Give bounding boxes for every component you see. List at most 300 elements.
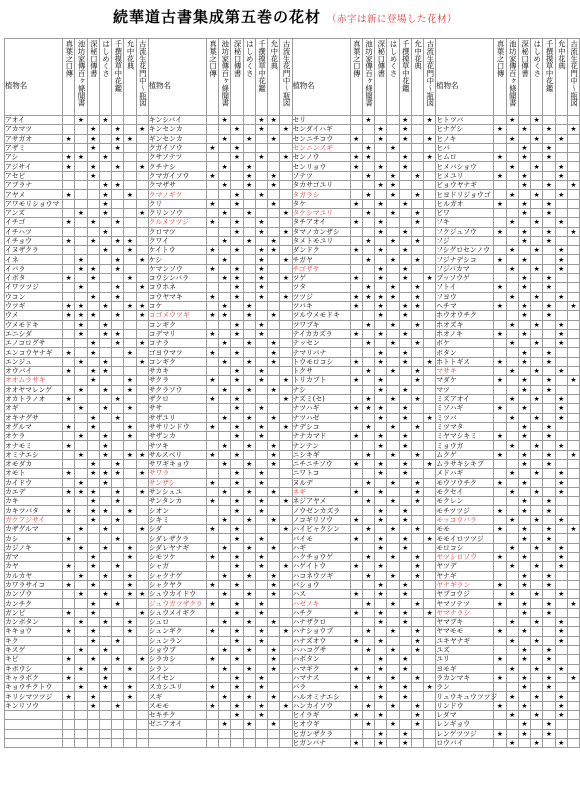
mark-cell: ★ xyxy=(99,181,111,190)
mark-cell: ★ xyxy=(531,469,543,478)
mark-cell xyxy=(206,515,218,524)
mark-cell xyxy=(411,459,423,468)
mark-cell: ★ xyxy=(543,199,555,208)
mark-cell: ★ xyxy=(362,394,374,403)
plant-name: ハボタン xyxy=(292,655,350,664)
mark-cell: ★ xyxy=(543,506,555,515)
mark-cell xyxy=(411,683,423,692)
mark-cell xyxy=(268,190,280,199)
mark-cell: ★ xyxy=(87,143,99,152)
mark-cell: ★ xyxy=(75,432,87,441)
mark-cell xyxy=(124,116,136,125)
mark-cell xyxy=(63,432,75,441)
mark-cell xyxy=(411,580,423,589)
mark-cell: ★ xyxy=(219,116,231,125)
plant-name: クマザサ xyxy=(148,181,206,190)
mark-cell xyxy=(136,515,148,524)
mark-cell: ★ xyxy=(124,404,136,413)
mark-cell xyxy=(387,376,399,385)
mark-cell xyxy=(219,525,231,534)
mark-cell: ★ xyxy=(268,543,280,552)
mark-cell: ★ xyxy=(543,422,555,431)
mark-cell: ★ xyxy=(112,469,124,478)
plant-name: サカキ xyxy=(148,367,206,376)
mark-cell: ★ xyxy=(375,329,387,338)
table-row xyxy=(5,459,580,468)
mark-cell xyxy=(567,627,579,636)
plant-name: ザクロ xyxy=(148,394,206,403)
mark-cell xyxy=(63,339,75,348)
mark-cell: ★ xyxy=(543,655,555,664)
mark-cell xyxy=(206,664,218,673)
mark-cell: ★ xyxy=(494,580,506,589)
mark-cell xyxy=(399,571,411,580)
mark-cell: ★ xyxy=(506,394,518,403)
mark-cell xyxy=(567,339,579,348)
mark-cell: ★ xyxy=(99,301,111,310)
mark-cell xyxy=(99,218,111,227)
mark-cell: ★ xyxy=(124,385,136,394)
mark-cell: ★ xyxy=(555,292,567,301)
mark-cell: ★ xyxy=(87,236,99,245)
mark-cell xyxy=(375,497,387,506)
mark-cell xyxy=(543,116,555,125)
plant-name: ユズ xyxy=(436,645,494,654)
mark-cell xyxy=(75,236,87,245)
mark-cell xyxy=(75,701,87,710)
mark-cell xyxy=(243,627,255,636)
mark-cell: ★ xyxy=(99,246,111,255)
mark-cell xyxy=(231,413,243,422)
mark-cell: ★ xyxy=(375,441,387,450)
mark-cell: ★ xyxy=(375,404,387,413)
table-row xyxy=(5,199,580,208)
mark-cell: ★ xyxy=(506,738,518,747)
mark-cell xyxy=(280,664,292,673)
mark-cell xyxy=(399,208,411,217)
mark-cell: ★ xyxy=(231,246,243,255)
mark-cell: ★ xyxy=(555,590,567,599)
mark-cell: ★ xyxy=(506,134,518,143)
plant-name: ニシキギ xyxy=(292,450,350,459)
mark-cell xyxy=(375,153,387,162)
mark-cell xyxy=(255,590,267,599)
mark-cell xyxy=(99,655,111,664)
mark-cell xyxy=(219,552,231,561)
plant-name: クワイ xyxy=(148,236,206,245)
mark-cell xyxy=(411,246,423,255)
mark-cell xyxy=(280,683,292,692)
mark-cell xyxy=(206,190,218,199)
mark-cell xyxy=(531,580,543,589)
mark-cell: ★ xyxy=(99,153,111,162)
mark-cell: ★ xyxy=(63,534,75,543)
plant-name: タメトモユリ xyxy=(292,236,350,245)
mark-cell xyxy=(87,357,99,366)
mark-cell xyxy=(124,729,136,738)
mark-cell xyxy=(206,562,218,571)
mark-cell: ★ xyxy=(280,627,292,636)
mark-cell xyxy=(494,162,506,171)
mark-cell xyxy=(375,478,387,487)
mark-cell xyxy=(399,552,411,561)
mark-cell xyxy=(280,645,292,654)
mark-cell xyxy=(136,580,148,589)
mark-cell xyxy=(136,367,148,376)
mark-cell: ★ xyxy=(231,552,243,561)
plant-name: モロコシ xyxy=(436,543,494,552)
mark-cell: ★ xyxy=(124,543,136,552)
mark-cell: ★ xyxy=(411,394,423,403)
mark-cell xyxy=(506,357,518,366)
mark-cell: ★ xyxy=(268,236,280,245)
mark-cell: ★ xyxy=(268,134,280,143)
mark-cell: ★ xyxy=(518,608,530,617)
mark-cell xyxy=(518,543,530,552)
mark-cell xyxy=(424,469,436,478)
plant-name: レダマ xyxy=(436,711,494,720)
mark-cell: ★ xyxy=(350,636,362,645)
mark-cell xyxy=(268,320,280,329)
mark-cell xyxy=(399,636,411,645)
mark-cell xyxy=(567,701,579,710)
table-row xyxy=(5,125,580,134)
mark-cell xyxy=(567,459,579,468)
mark-cell xyxy=(531,376,543,385)
mark-cell xyxy=(219,478,231,487)
mark-cell: ★ xyxy=(112,515,124,524)
mark-cell xyxy=(87,394,99,403)
table-row xyxy=(5,153,580,162)
mark-cell xyxy=(362,515,374,524)
mark-cell xyxy=(531,450,543,459)
plant-name: イチゴ xyxy=(5,218,63,227)
mark-cell: ★ xyxy=(231,469,243,478)
table-row xyxy=(5,645,580,654)
mark-cell xyxy=(506,729,518,738)
book-column-header xyxy=(531,39,543,116)
plant-name: ホトトギス xyxy=(436,357,494,366)
table-row xyxy=(5,590,580,599)
plant-name: ノウゼンカズラ xyxy=(292,506,350,515)
plant-name: ヒイラギ xyxy=(292,711,350,720)
plant-name: サザンカ xyxy=(148,432,206,441)
mark-cell xyxy=(567,692,579,701)
plant-name: カジノキ xyxy=(5,543,63,552)
mark-cell xyxy=(255,720,267,729)
mark-cell xyxy=(124,469,136,478)
mark-cell: ★ xyxy=(424,608,436,617)
mark-cell xyxy=(531,571,543,580)
mark-cell xyxy=(87,153,99,162)
mark-cell: ★ xyxy=(75,357,87,366)
mark-cell: ★ xyxy=(494,599,506,608)
mark-cell xyxy=(424,190,436,199)
table-row xyxy=(5,311,580,320)
book-column-header xyxy=(75,39,87,116)
name-column-header-label: 植物名 xyxy=(436,80,459,90)
mark-cell xyxy=(506,227,518,236)
mark-cell: ★ xyxy=(136,450,148,459)
mark-cell xyxy=(136,636,148,645)
mark-cell xyxy=(350,469,362,478)
plant-name: アカマツ xyxy=(5,125,63,134)
plant-name: カシ xyxy=(5,534,63,543)
mark-cell: ★ xyxy=(375,487,387,496)
mark-cell: ★ xyxy=(362,422,374,431)
mark-cell xyxy=(506,534,518,543)
plant-name: キョウチクトウ xyxy=(5,683,63,692)
mark-cell: ★ xyxy=(518,376,530,385)
mark-cell xyxy=(506,506,518,515)
mark-cell xyxy=(518,738,530,747)
mark-cell: ★ xyxy=(543,348,555,357)
mark-cell xyxy=(112,618,124,627)
mark-cell xyxy=(243,190,255,199)
mark-cell xyxy=(518,264,530,273)
mark-cell xyxy=(63,283,75,292)
mark-cell: ★ xyxy=(87,171,99,180)
mark-cell xyxy=(399,478,411,487)
mark-cell xyxy=(555,422,567,431)
mark-cell xyxy=(75,608,87,617)
mark-cell xyxy=(136,599,148,608)
mark-cell xyxy=(280,543,292,552)
mark-cell: ★ xyxy=(75,208,87,217)
mark-cell xyxy=(350,143,362,152)
mark-cell xyxy=(75,497,87,506)
mark-cell xyxy=(87,329,99,338)
mark-cell xyxy=(543,441,555,450)
plant-name: シキミ xyxy=(148,515,206,524)
mark-cell xyxy=(99,376,111,385)
mark-cell: ★ xyxy=(206,264,218,273)
mark-cell xyxy=(506,450,518,459)
mark-cell xyxy=(243,711,255,720)
mark-cell xyxy=(567,441,579,450)
mark-cell: ★ xyxy=(567,125,579,134)
mark-cell xyxy=(350,441,362,450)
mark-cell: ★ xyxy=(506,441,518,450)
mark-cell: ★ xyxy=(531,218,543,227)
mark-cell: ★ xyxy=(99,208,111,217)
plant-name: サルスベリ xyxy=(148,450,206,459)
mark-cell xyxy=(136,227,148,236)
mark-cell xyxy=(555,274,567,283)
mark-cell xyxy=(506,459,518,468)
plant-name: カンゾウ xyxy=(5,590,63,599)
table-row xyxy=(5,357,580,366)
mark-cell: ★ xyxy=(87,264,99,273)
mark-cell xyxy=(375,320,387,329)
mark-cell: ★ xyxy=(75,571,87,580)
book-title: 千撰摸草中花鑑 xyxy=(545,40,555,92)
mark-cell xyxy=(387,469,399,478)
mark-cell xyxy=(206,208,218,217)
mark-cell xyxy=(112,627,124,636)
mark-cell xyxy=(231,116,243,125)
mark-cell: ★ xyxy=(136,208,148,217)
mark-cell xyxy=(567,255,579,264)
plant-name: ゼニアオイ xyxy=(148,720,206,729)
mark-cell xyxy=(75,181,87,190)
mark-cell xyxy=(555,673,567,682)
mark-cell xyxy=(424,497,436,506)
mark-cell xyxy=(424,143,436,152)
mark-cell: ★ xyxy=(99,190,111,199)
mark-cell: ★ xyxy=(399,590,411,599)
mark-cell: ★ xyxy=(231,655,243,664)
mark-cell xyxy=(99,497,111,506)
mark-cell: ★ xyxy=(255,153,267,162)
book-column-header xyxy=(63,39,75,116)
mark-cell xyxy=(543,339,555,348)
mark-cell xyxy=(136,683,148,692)
mark-cell xyxy=(243,274,255,283)
mark-cell xyxy=(424,580,436,589)
mark-cell xyxy=(268,283,280,292)
mark-cell: ★ xyxy=(63,190,75,199)
mark-cell xyxy=(567,208,579,217)
plant-name: ナシ xyxy=(292,385,350,394)
mark-cell: ★ xyxy=(518,348,530,357)
mark-cell xyxy=(567,274,579,283)
plant-name: オグルマ xyxy=(5,422,63,431)
mark-cell: ★ xyxy=(518,497,530,506)
mark-cell xyxy=(567,562,579,571)
mark-cell: ★ xyxy=(494,525,506,534)
mark-cell xyxy=(206,283,218,292)
mark-cell xyxy=(506,683,518,692)
mark-cell xyxy=(243,608,255,617)
mark-cell xyxy=(268,729,280,738)
mark-cell xyxy=(231,664,243,673)
mark-cell xyxy=(424,645,436,654)
mark-cell: ★ xyxy=(518,208,530,217)
mark-cell: ★ xyxy=(243,171,255,180)
mark-cell: ★ xyxy=(555,701,567,710)
mark-cell xyxy=(494,134,506,143)
mark-cell xyxy=(387,636,399,645)
mark-cell xyxy=(280,506,292,515)
mark-cell xyxy=(280,329,292,338)
plant-name: ラカンマキ xyxy=(436,673,494,682)
mark-cell: ★ xyxy=(231,599,243,608)
mark-cell xyxy=(75,655,87,664)
mark-cell: ★ xyxy=(555,404,567,413)
mark-cell xyxy=(362,348,374,357)
mark-cell: ★ xyxy=(124,376,136,385)
mark-cell: ★ xyxy=(411,711,423,720)
table-row xyxy=(5,515,580,524)
mark-cell: ★ xyxy=(87,552,99,561)
mark-cell: ★ xyxy=(543,208,555,217)
mark-cell: ★ xyxy=(543,153,555,162)
mark-cell: ★ xyxy=(112,701,124,710)
mark-cell: ★ xyxy=(411,673,423,682)
mark-cell xyxy=(567,116,579,125)
book-column-header xyxy=(112,39,124,116)
mark-cell: ★ xyxy=(99,525,111,534)
mark-cell: ★ xyxy=(375,515,387,524)
mark-cell: ★ xyxy=(350,608,362,617)
mark-cell: ★ xyxy=(243,645,255,654)
table-row xyxy=(5,738,580,747)
mark-cell: ★ xyxy=(518,534,530,543)
mark-cell xyxy=(99,534,111,543)
plant-name: ナンテン xyxy=(292,441,350,450)
mark-cell: ★ xyxy=(268,339,280,348)
mark-cell xyxy=(531,404,543,413)
mark-cell xyxy=(518,367,530,376)
mark-cell xyxy=(231,171,243,180)
mark-cell xyxy=(136,711,148,720)
mark-cell: ★ xyxy=(124,274,136,283)
mark-cell: ★ xyxy=(350,562,362,571)
mark-cell xyxy=(231,729,243,738)
mark-cell xyxy=(362,590,374,599)
mark-cell xyxy=(387,683,399,692)
mark-cell: ★ xyxy=(255,534,267,543)
plant-name: アブラナ xyxy=(5,181,63,190)
mark-cell: ★ xyxy=(268,441,280,450)
mark-cell: ★ xyxy=(531,590,543,599)
plant-name: サツキ xyxy=(148,441,206,450)
mark-cell xyxy=(231,301,243,310)
mark-cell xyxy=(280,162,292,171)
mark-cell: ★ xyxy=(243,441,255,450)
mark-cell xyxy=(494,116,506,125)
plant-name: ミョウガ xyxy=(436,441,494,450)
mark-cell: ★ xyxy=(411,645,423,654)
mark-cell xyxy=(63,181,75,190)
mark-cell: ★ xyxy=(567,227,579,236)
mark-cell xyxy=(99,394,111,403)
mark-cell: ★ xyxy=(531,116,543,125)
mark-cell xyxy=(136,394,148,403)
mark-cell xyxy=(268,227,280,236)
mark-cell xyxy=(136,153,148,162)
mark-cell xyxy=(555,497,567,506)
mark-cell xyxy=(206,227,218,236)
mark-cell: ★ xyxy=(243,543,255,552)
mark-cell: ★ xyxy=(411,552,423,561)
mark-cell xyxy=(362,181,374,190)
mark-cell xyxy=(531,599,543,608)
mark-cell xyxy=(567,543,579,552)
mark-cell: ★ xyxy=(411,599,423,608)
mark-cell: ★ xyxy=(531,441,543,450)
mark-cell xyxy=(206,673,218,682)
mark-cell xyxy=(206,459,218,468)
mark-cell xyxy=(136,348,148,357)
mark-cell xyxy=(494,311,506,320)
mark-cell: ★ xyxy=(243,413,255,422)
mark-cell xyxy=(268,143,280,152)
mark-cell: ★ xyxy=(518,720,530,729)
plant-name: コナラ xyxy=(148,339,206,348)
mark-cell xyxy=(280,199,292,208)
plant-name: ハギ xyxy=(292,543,350,552)
mark-cell xyxy=(555,311,567,320)
mark-cell: ★ xyxy=(494,404,506,413)
mark-cell xyxy=(362,655,374,664)
mark-cell xyxy=(411,534,423,543)
mark-cell xyxy=(75,599,87,608)
mark-cell: ★ xyxy=(87,134,99,143)
mark-cell xyxy=(124,357,136,366)
mark-cell: ★ xyxy=(219,208,231,217)
